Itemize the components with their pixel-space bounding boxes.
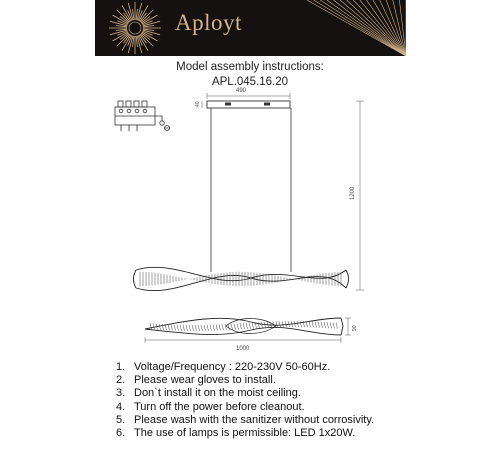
lamp-height-label: 90 — [352, 325, 358, 331]
brand-name: Aployt — [175, 10, 242, 35]
page-title: Model assembly instructions: — [176, 61, 324, 73]
lamp-side-view — [145, 318, 343, 335]
canopy-width-label: 490 — [236, 88, 247, 94]
instructions-list — [116, 361, 374, 440]
instruction-item: 4. Turn off the power before cleanout. — [116, 400, 305, 413]
instruction-item: 6. The use of lamps is permissible: LED 1x20W. — [116, 427, 356, 440]
lamp-front-view — [134, 267, 349, 290]
drop-height-label: 1200 — [350, 186, 356, 200]
instruction-item: 3. Don`t install it on the moist ceiling. — [116, 387, 301, 400]
instruction-item: 2. Please wear gloves to install. — [116, 374, 276, 387]
instruction-item: 5. Please wash with the sanitizer without corrosivity. — [116, 413, 375, 426]
instruction-item: 1. Voltage/Frequency : 220-230V 50-60Hz. — [116, 361, 331, 373]
model-number: APL.045.16.20 — [211, 76, 289, 88]
lamp-length-label: 1000 — [236, 346, 250, 352]
canopy — [207, 101, 290, 108]
terminal-block-icon — [115, 101, 170, 131]
canopy-height-label: 40 — [195, 101, 201, 107]
